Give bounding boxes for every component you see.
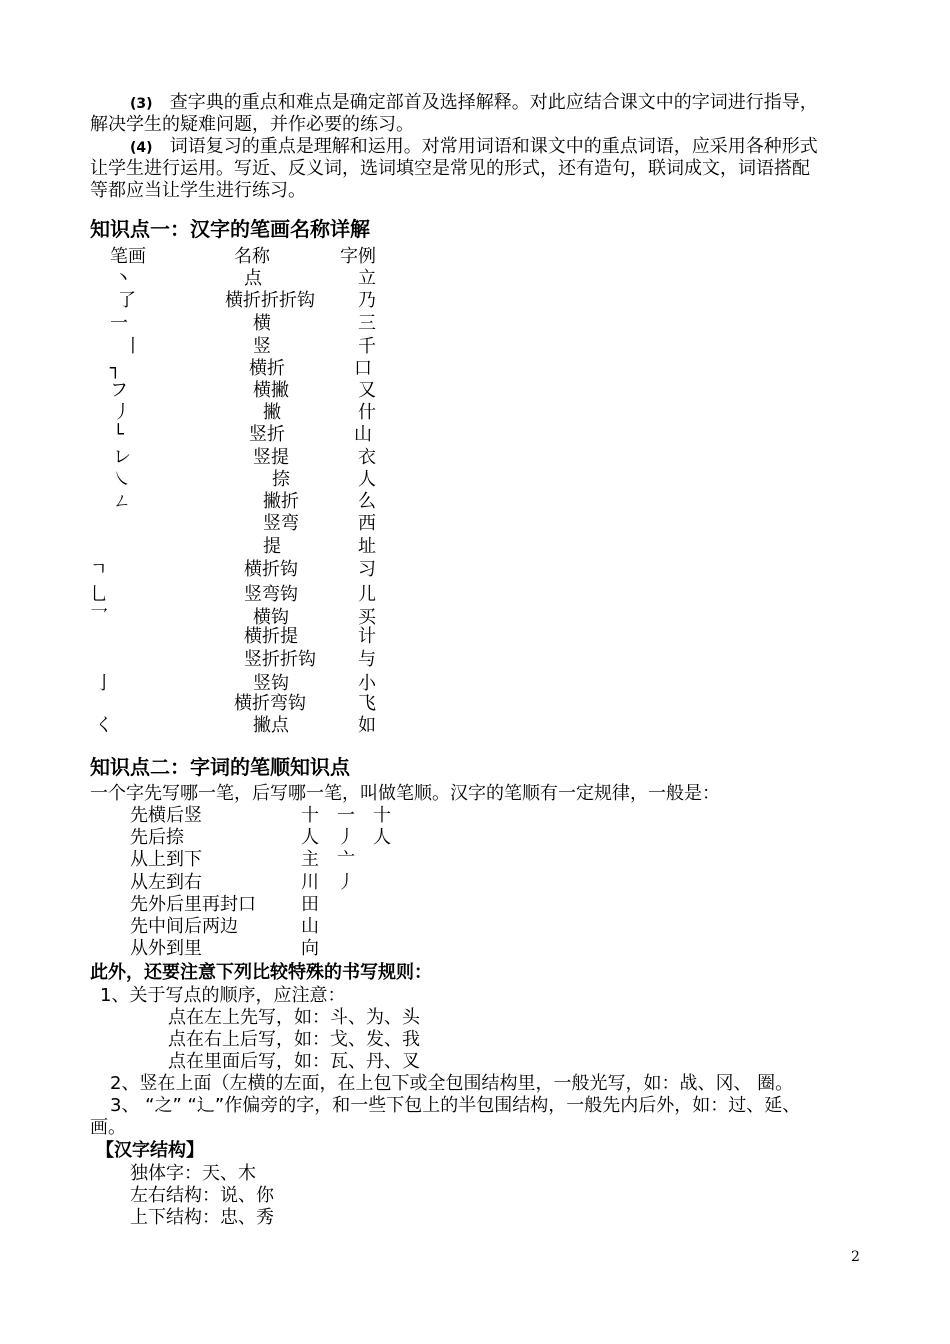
rule-example: 向: [301, 938, 319, 959]
stroke-example-char: 三: [358, 313, 376, 334]
stroke-example-char: 衣: [358, 447, 376, 468]
rule-name: 从左到右: [130, 872, 202, 893]
para3-text: 查字典的重点和难点是确定部首及选择解释。对此应结合课文中的字词进行指导，: [169, 92, 818, 113]
stroke-example-char: 飞: [358, 693, 376, 714]
rule-example: 川 丿: [301, 872, 355, 893]
stroke-glyph: └: [113, 424, 124, 445]
para3-number: (3): [130, 96, 153, 112]
stroke-glyph: ㄱ: [90, 559, 108, 580]
para4-line2: 让学生进行运用。写近、反义词，选词填空是常见的形式，还有造句，联词成文，词语搭配: [90, 158, 810, 179]
stroke-name: 撇点: [253, 715, 289, 736]
stroke-example-char: 如: [358, 715, 376, 736]
stroke-name: 横折提: [244, 626, 298, 647]
stroke-glyph: 了: [118, 290, 136, 311]
section2-intro: 一个字先写哪一笔，后写哪一笔，叫做笔顺。汉字的笔顺有一定规律，一般是：: [90, 783, 720, 804]
rule-example: 十 一 十: [301, 805, 391, 826]
stroke-name: 捺: [272, 469, 290, 490]
stroke-example-char: 千: [358, 336, 376, 357]
structure-item-2: 左右结构：说、你: [130, 1185, 274, 1206]
stroke-example-char: 习: [358, 559, 376, 580]
stroke-example-char: 小: [358, 673, 376, 694]
stroke-name: 撇: [263, 402, 281, 423]
rule-example: 人 丿 人: [301, 827, 391, 848]
stroke-example-char: 买: [358, 607, 376, 628]
para4-text: 词语复习的重点是理解和运用。对常用词语和课文中的重点词语，应采用各种形式: [169, 136, 818, 157]
special-rule-2: 2、竖在上面（左横的左面，在上包下或全包围结构里，一般光写，如：战、冈、 圈。: [110, 1073, 794, 1094]
stroke-example-char: 人: [358, 469, 376, 490]
stroke-glyph: ㄥ: [113, 491, 131, 512]
rule-name: 从外到里: [130, 938, 202, 959]
rule-example: 主 亠: [301, 849, 355, 870]
stroke-name: 撇折: [263, 491, 299, 512]
header-name: 名称: [234, 246, 270, 267]
stroke-name: 竖提: [253, 447, 289, 468]
para3-line2: 解决学生的疑难问题，并作必要的练习。: [90, 114, 414, 135]
stroke-glyph: く: [95, 715, 113, 736]
stroke-example-char: 什: [358, 402, 376, 423]
stroke-name: 竖折: [249, 424, 285, 445]
rule-name: 先横后竖: [130, 805, 202, 826]
stroke-name: 横折钩: [244, 559, 298, 580]
stroke-name: 提: [263, 536, 281, 557]
stroke-example-char: 山: [354, 424, 372, 445]
stroke-example-char: 又: [358, 380, 376, 401]
header-example: 字例: [340, 246, 376, 267]
stroke-name: 竖: [253, 336, 271, 357]
stroke-name: 横撇: [253, 380, 289, 401]
stroke-glyph: 一: [110, 313, 128, 334]
stroke-name: 横: [253, 313, 271, 334]
page-number: 2: [851, 1249, 860, 1265]
stroke-glyph: 乛: [90, 607, 108, 628]
special-rule-1: 1、关于写点的顺序，应注意：: [100, 985, 346, 1006]
section3-title: 【汉字结构】: [96, 1140, 204, 1161]
stroke-glyph: ㇏: [113, 469, 131, 490]
rule-name: 先外后里再封口: [130, 894, 256, 915]
stroke-example-char: 西: [358, 513, 376, 534]
stroke-example-char: 么: [358, 491, 376, 512]
stroke-name: 点: [244, 268, 262, 289]
stroke-example-char: 口: [354, 358, 372, 379]
stroke-example-char: 址: [358, 536, 376, 557]
stroke-name: 竖折折钩: [244, 649, 316, 670]
stroke-glyph: 亅: [95, 673, 113, 694]
stroke-example-char: 计: [358, 626, 376, 647]
rule-name: 先后捺: [130, 827, 184, 848]
structure-item-1: 独体字：天、木: [130, 1163, 256, 1184]
stroke-name: 横钩: [253, 607, 289, 628]
stroke-example-char: 与: [358, 649, 376, 670]
special-rules-title: 此外，还要注意下列比较特殊的书写规则：: [90, 962, 432, 983]
header-stroke: 笔画: [110, 246, 146, 267]
stroke-glyph: 丿: [113, 402, 131, 423]
rule-name: 从上到下: [130, 849, 202, 870]
dot-rule-3: 点在里面后写，如：瓦、丹、叉: [168, 1051, 420, 1072]
stroke-example-char: 乃: [358, 290, 376, 311]
rule-example: 山: [301, 916, 319, 937]
stroke-example-char: 立: [358, 268, 376, 289]
stroke-name: 竖弯钩: [244, 584, 298, 605]
para4-line1: [130, 136, 818, 159]
stroke-name: 横折折折钩: [225, 290, 315, 311]
section1-title: 知识点一：汉字的笔画名称详解: [90, 217, 370, 241]
stroke-glyph: 丨: [124, 336, 142, 357]
special-rule-3-line2: 画。: [90, 1117, 126, 1138]
stroke-glyph: レ: [113, 447, 131, 468]
rule-name: 先中间后两边: [130, 916, 238, 937]
para3-line1: [130, 92, 818, 115]
rule-example: 田: [301, 894, 319, 915]
stroke-name: 横折弯钩: [234, 693, 306, 714]
stroke-name: 竖钩: [253, 673, 289, 694]
dot-rule-2: 点在右上后写，如：戈、发、我: [168, 1029, 420, 1050]
stroke-glyph: 乚: [90, 584, 108, 605]
stroke-name: 竖弯: [263, 513, 299, 534]
special-rule-3-line1: 3、 “之” “辶”作偏旁的字，和一些下包上的半包围结构，一般先内后外，如：过、延、: [110, 1095, 801, 1116]
stroke-glyph: 丶: [114, 268, 132, 289]
para4-number: (4): [130, 140, 153, 156]
structure-item-3: 上下结构：忠、秀: [130, 1207, 274, 1228]
stroke-glyph: フ: [110, 380, 128, 401]
stroke-glyph: ┐: [110, 358, 121, 379]
stroke-name: 横折: [249, 358, 285, 379]
section2-title: 知识点二：字词的笔顺知识点: [90, 755, 350, 779]
dot-rule-1: 点在左上先写，如：斗、为、头: [168, 1007, 420, 1028]
stroke-example-char: 儿: [358, 584, 376, 605]
para4-line3: 等都应当让学生进行练习。: [90, 180, 306, 201]
